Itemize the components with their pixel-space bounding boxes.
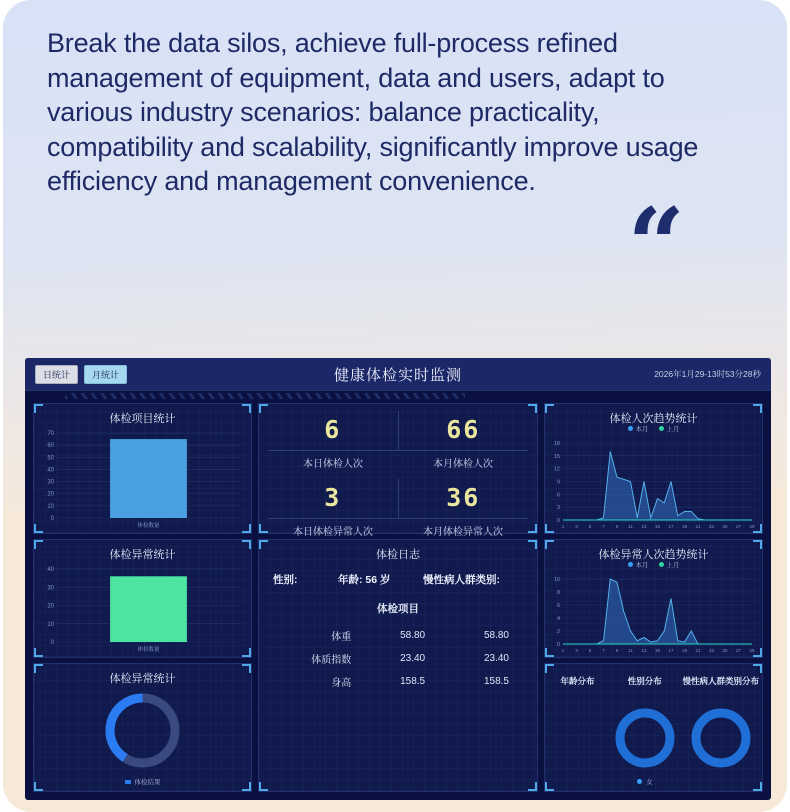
svg-text:4: 4 bbox=[556, 616, 560, 622]
stat-month-abnormal-label: 本月体检异常人次 bbox=[423, 527, 503, 538]
gender-ring-legend[interactable] bbox=[637, 777, 653, 786]
row-value-2: 58.80 bbox=[483, 630, 509, 641]
svg-text:0: 0 bbox=[556, 518, 560, 524]
dashboard-header bbox=[25, 358, 771, 391]
exam-items-section-title: 体检项目 bbox=[377, 603, 419, 615]
svg-text:17: 17 bbox=[668, 648, 674, 653]
chronic-distribution-header: 慢性病人群类别分布 bbox=[682, 676, 760, 686]
panel-title: 体检项目统计 bbox=[109, 413, 176, 425]
row-value-2: 158.5 bbox=[483, 676, 509, 687]
datetime-display: 2026年1月29-13时53分28秒 bbox=[654, 369, 761, 379]
stat-today-exams-label: 本日体检人次 bbox=[303, 459, 363, 470]
dashboard-title: 健康体检实时监测 bbox=[333, 366, 462, 384]
svg-text:19: 19 bbox=[681, 524, 688, 529]
page bbox=[3, 0, 787, 812]
legend-label: 上月 bbox=[666, 426, 680, 433]
panel-exam-items-stats bbox=[33, 403, 252, 534]
svg-text:17: 17 bbox=[668, 524, 674, 529]
left-column bbox=[33, 403, 252, 792]
svg-text:27: 27 bbox=[735, 648, 742, 653]
svg-text:60: 60 bbox=[47, 443, 54, 450]
age-label: 年龄: bbox=[338, 574, 363, 586]
exam-trend-area-chart bbox=[548, 438, 759, 531]
panel-abnormal-stats bbox=[33, 539, 252, 658]
svg-text:5: 5 bbox=[588, 524, 592, 529]
svg-text:18: 18 bbox=[553, 441, 560, 447]
svg-text:3: 3 bbox=[575, 648, 578, 653]
row-value-2: 23.40 bbox=[483, 653, 509, 664]
legend-label: 本月 bbox=[635, 426, 649, 433]
quote-icon: “ bbox=[627, 185, 685, 304]
svg-text:9: 9 bbox=[556, 479, 560, 486]
blue-dot-icon bbox=[637, 779, 642, 784]
panel-title: 体检异常统计 bbox=[109, 673, 176, 685]
stat-today-abnormal-label: 本日体检异常人次 bbox=[293, 527, 373, 538]
panel-exam-log bbox=[258, 539, 538, 792]
panel-distribution bbox=[544, 663, 763, 792]
panel-key-stats bbox=[258, 403, 538, 538]
chronic-distribution-column bbox=[680, 675, 762, 786]
row-name: 身高 bbox=[331, 678, 352, 689]
svg-text:21: 21 bbox=[695, 524, 701, 529]
panel-abnormal-trend bbox=[544, 539, 763, 658]
svg-text:20: 20 bbox=[47, 603, 54, 610]
svg-text:1: 1 bbox=[561, 524, 565, 529]
blue-dot-icon bbox=[628, 426, 633, 431]
svg-text:体检数量: 体检数量 bbox=[137, 523, 160, 529]
stat-today-exams-value: 6 bbox=[268, 411, 399, 450]
legend-swatch-icon bbox=[125, 780, 131, 784]
green-dot-icon bbox=[659, 426, 664, 431]
health-dashboard bbox=[25, 358, 771, 800]
svg-text:30: 30 bbox=[47, 479, 54, 486]
row-value-1: 23.40 bbox=[400, 653, 426, 664]
svg-text:6: 6 bbox=[556, 492, 560, 499]
table-row bbox=[277, 647, 519, 670]
svg-text:40: 40 bbox=[47, 467, 54, 474]
abnormal-bar-chart bbox=[37, 563, 248, 655]
svg-text:13: 13 bbox=[641, 524, 647, 529]
svg-text:20: 20 bbox=[47, 491, 54, 498]
svg-text:3: 3 bbox=[575, 524, 578, 529]
stats-row-today-month bbox=[268, 411, 528, 472]
svg-text:1: 1 bbox=[561, 648, 565, 653]
svg-text:10: 10 bbox=[47, 503, 54, 510]
legend-label: 体检结果 bbox=[134, 779, 161, 786]
row-value-1: 58.80 bbox=[400, 630, 426, 641]
table-row bbox=[277, 670, 519, 693]
stat-month-abnormal-value: 36 bbox=[446, 483, 481, 512]
legend-label: 女 bbox=[646, 779, 653, 786]
svg-text:29: 29 bbox=[749, 524, 755, 529]
svg-text:21: 21 bbox=[695, 648, 701, 653]
svg-text:50: 50 bbox=[47, 455, 54, 462]
svg-text:15: 15 bbox=[654, 648, 661, 653]
right-column bbox=[544, 403, 763, 792]
svg-text:体检数量: 体检数量 bbox=[137, 647, 160, 653]
svg-text:13: 13 bbox=[641, 648, 647, 653]
svg-text:0: 0 bbox=[556, 642, 560, 648]
svg-text:9: 9 bbox=[615, 648, 619, 653]
stat-month-exams-label: 本月体检人次 bbox=[433, 459, 493, 470]
donut-legend[interactable] bbox=[34, 777, 251, 786]
exam-items-bar-chart bbox=[37, 427, 248, 531]
svg-text:11: 11 bbox=[628, 648, 633, 653]
row-name: 体重 bbox=[331, 632, 352, 643]
exam-log-title: 体检日志 bbox=[376, 549, 420, 561]
svg-text:7: 7 bbox=[602, 524, 605, 529]
dashboard-body bbox=[25, 399, 771, 800]
distribution-grid bbox=[545, 675, 762, 786]
panel-exam-trend bbox=[544, 403, 763, 534]
abnormal-donut-chart bbox=[37, 688, 248, 773]
panel-title: 体检异常人次趋势统计 bbox=[598, 549, 709, 561]
age-distribution-column bbox=[545, 675, 610, 786]
svg-text:70: 70 bbox=[47, 431, 54, 437]
svg-text:29: 29 bbox=[749, 648, 755, 653]
center-column bbox=[258, 403, 538, 792]
age-value: 56 岁 bbox=[365, 574, 391, 586]
blue-dot-icon bbox=[628, 562, 633, 567]
green-dot-icon bbox=[659, 562, 664, 567]
gender-distribution-column bbox=[610, 675, 679, 786]
monthly-stats-button[interactable]: 月统计 bbox=[84, 365, 127, 384]
gender-ring-chart bbox=[614, 707, 676, 769]
svg-text:6: 6 bbox=[556, 603, 560, 609]
svg-text:11: 11 bbox=[628, 524, 633, 529]
panel-title: 体检异常统计 bbox=[109, 549, 176, 561]
patient-info-row bbox=[273, 572, 523, 587]
exam-items-table bbox=[277, 624, 519, 693]
stat-today-abnormal-value: 3 bbox=[268, 479, 399, 518]
svg-text:25: 25 bbox=[722, 524, 728, 529]
svg-text:27: 27 bbox=[735, 524, 742, 529]
legend-label: 本月 bbox=[635, 562, 649, 569]
hatch-divider bbox=[65, 393, 465, 399]
stat-month-exams-value: 66 bbox=[446, 415, 481, 444]
svg-text:40: 40 bbox=[47, 567, 54, 573]
svg-text:0: 0 bbox=[50, 516, 54, 522]
svg-text:7: 7 bbox=[602, 648, 605, 653]
svg-text:9: 9 bbox=[615, 524, 619, 529]
table-row bbox=[277, 624, 519, 647]
gender-label: 性别: bbox=[273, 574, 298, 586]
daily-stats-button[interactable]: 日统计 bbox=[35, 365, 78, 384]
svg-text:0: 0 bbox=[50, 640, 54, 646]
gender-distribution-header: 性别分布 bbox=[627, 676, 662, 686]
row-value-1: 158.5 bbox=[400, 676, 426, 687]
age-distribution-header: 年龄分布 bbox=[560, 676, 595, 686]
hero-paragraph: Break the data silos, achieve full-process refined management of equipment, data and users, adapt to various industry scenarios: balance practicality, compatibility and scalability, significantly improve usage efficiency and management convenience. bbox=[47, 28, 699, 197]
svg-text:30: 30 bbox=[47, 585, 54, 592]
panel-abnormal-donut bbox=[33, 663, 252, 792]
age-field bbox=[338, 572, 423, 587]
chronic-ring-chart bbox=[690, 707, 752, 769]
svg-text:3: 3 bbox=[556, 505, 560, 512]
panel-title: 体检人次趋势统计 bbox=[609, 413, 698, 425]
svg-text:10: 10 bbox=[47, 621, 54, 628]
legend-label: 上月 bbox=[666, 562, 680, 569]
svg-text:15: 15 bbox=[553, 453, 560, 460]
svg-text:25: 25 bbox=[722, 648, 728, 653]
svg-text:5: 5 bbox=[588, 648, 592, 653]
abnormal-trend-area-chart bbox=[548, 574, 759, 655]
stats-row-abnormal bbox=[268, 479, 528, 540]
svg-text:23: 23 bbox=[708, 648, 715, 653]
svg-text:19: 19 bbox=[681, 648, 688, 653]
svg-text:10: 10 bbox=[553, 577, 560, 583]
svg-text:23: 23 bbox=[708, 524, 715, 529]
svg-text:2: 2 bbox=[556, 629, 560, 635]
hero-section bbox=[3, 0, 787, 304]
svg-text:8: 8 bbox=[556, 590, 560, 596]
row-name: 体质指数 bbox=[311, 655, 352, 666]
svg-text:15: 15 bbox=[654, 524, 661, 529]
chronic-category-label: 慢性病人群类别: bbox=[423, 574, 500, 586]
svg-text:12: 12 bbox=[553, 466, 560, 473]
